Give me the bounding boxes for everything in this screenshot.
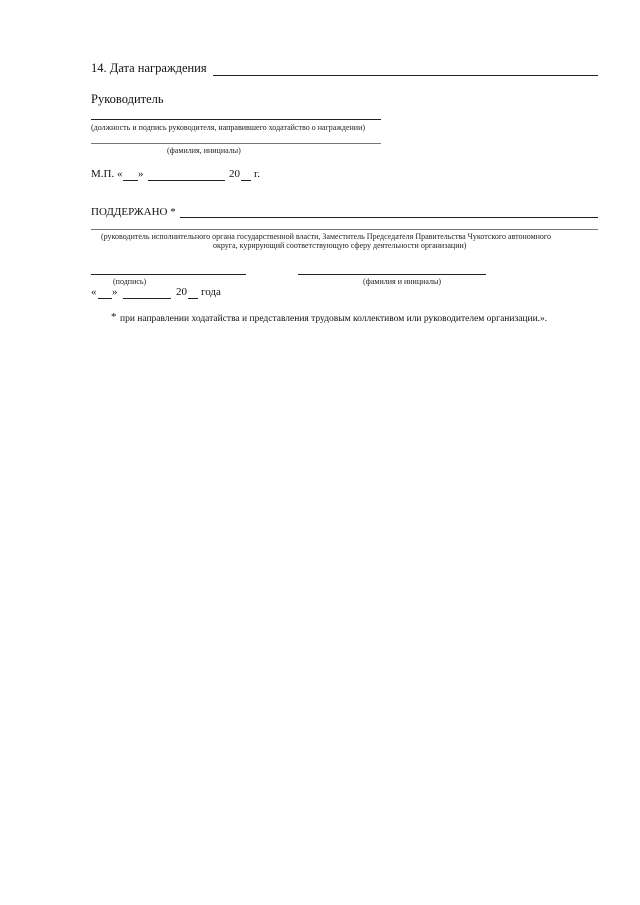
supported-label: ПОДДЕРЖАНО * [91,206,176,218]
stamp-day-blank[interactable] [123,180,138,181]
stamp-mp-label: М.П. « [91,168,123,180]
head-name-caption: (фамилия, инициалы) [167,146,241,155]
head-title: Руководитель [91,92,164,106]
signature-caption: (подпись) [113,277,147,286]
award-date-label: 14. Дата награждения [91,61,207,75]
supported-line[interactable] [180,217,598,218]
supported-date-open: « [91,286,97,298]
award-date-line[interactable] [213,75,598,76]
head-position-signature-line[interactable] [91,119,381,120]
footnote-text: при направлении ходатайства и представления трудовым коллективом или руководителем организации.». [120,314,548,324]
stamp-year-suffix: г. [254,168,261,180]
fullname-caption: (фамилия и инициалы) [363,277,442,286]
stamp-year-blank[interactable] [241,180,251,181]
stamp-month-blank[interactable] [148,180,225,181]
supported-caption-line2: округа, курирующий соответствующую сферу деятельности организации) [213,241,467,250]
supported-year-prefix: 20 [176,286,187,298]
supported-year-suffix: года [201,286,221,298]
supported-month-blank[interactable] [123,298,171,299]
supported-second-line[interactable] [91,229,598,230]
supported-day-blank[interactable] [98,298,112,299]
stamp-year-prefix: 20 [229,168,240,180]
fullname-line[interactable] [298,274,486,275]
supported-date-close: » [112,286,118,298]
head-name-line[interactable] [91,143,381,144]
head-position-caption: (должность и подпись руководителя, направившего ходатайство о награждении) [91,123,366,132]
stamp-day-close: » [138,168,144,180]
footnote-mark: * [111,311,117,323]
signature-line[interactable] [91,274,246,275]
supported-caption-line1: (руководитель исполнительного органа государственной власти, Заместитель Председателя Правительства Чукотского автономного [101,232,552,241]
supported-year-blank[interactable] [188,298,198,299]
